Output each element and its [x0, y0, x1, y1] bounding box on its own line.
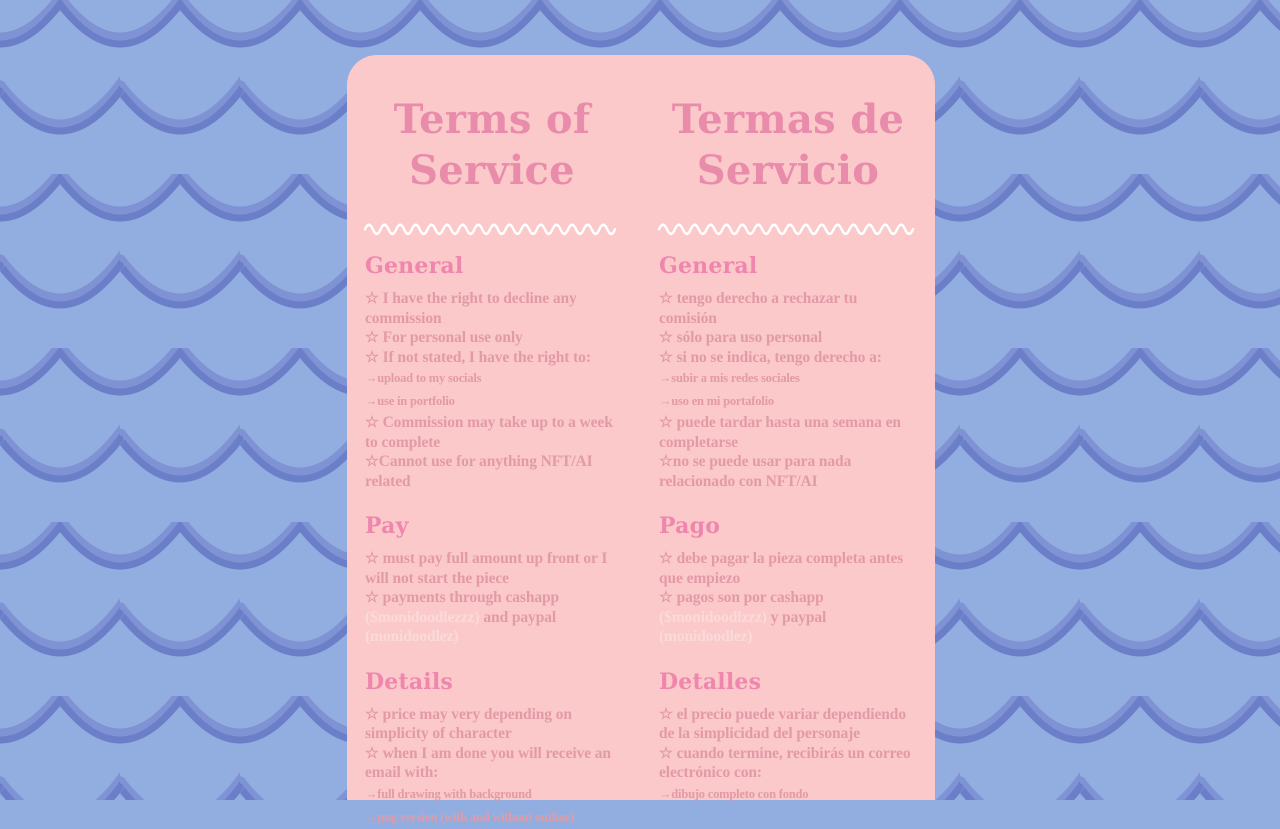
bullet-item — [365, 588, 619, 647]
bullet-text: y paypal — [766, 608, 827, 626]
cashapp-handle: ($monidoodlzzz) — [659, 608, 767, 626]
sub-list-item: →png version (with and without outline) — [365, 809, 575, 824]
bullet-text: and paypal — [479, 608, 557, 626]
wavy-divider-spanish — [659, 219, 917, 235]
section-heading: Details — [365, 668, 453, 695]
page-title-english: Terms of Service — [393, 96, 591, 194]
terms-column-spanish — [641, 73, 917, 800]
bullet-item: ☆ tengo derecho a rechazar tu comisión — [659, 290, 858, 327]
bullet-item: ☆Cannot use for anything NFT/AI related — [365, 453, 593, 490]
cashapp-handle: ($monidoodlezzz) — [365, 608, 480, 626]
section-heading: General — [659, 253, 758, 279]
bullet-item: ☆ sólo para uso personal — [659, 329, 823, 346]
terms-of-service-card — [347, 55, 935, 824]
bullet-text: ☆ payments through cashapp — [365, 589, 560, 606]
bullet-item: ☆ puede tardar hasta una semana en completarse — [659, 414, 901, 451]
bullet-item: ☆ si no se indica, tengo derecho a: — [659, 348, 882, 366]
sub-list-item: →full drawing with background — [365, 786, 532, 801]
paypal-handle: (monidoodlez) — [659, 628, 753, 645]
bullet-text: ☆ pagos son por cashapp — [659, 589, 824, 606]
sub-list-item: →use in portfolio — [365, 394, 455, 408]
wavy-divider-english — [365, 219, 619, 235]
paypal-handle: (monidoodlez) — [365, 628, 459, 645]
bullet-item: ☆ If not stated, I have the right to: — [365, 348, 591, 366]
section-heading: Pay — [365, 513, 409, 539]
page-title-spanish: Termas de Servicio — [671, 96, 905, 194]
sub-list-item: →dibujo completo con fondo — [659, 786, 809, 801]
terms-column-english — [365, 73, 641, 824]
bullet-item: ☆ must pay full amount up front or I will not start the piece — [365, 550, 608, 587]
sub-list-item: →uso en mi portafolio — [659, 394, 774, 408]
bullet-item: ☆ debe pagar la pieza completa antes que empiezo — [659, 550, 904, 587]
bullet-item: ☆ price may very depending on simplicity of character — [365, 705, 572, 742]
bullet-item: ☆ For personal use only — [365, 329, 523, 346]
section-heading: Pago — [659, 513, 721, 539]
sub-list-item: →subir a mis redes sociales — [659, 371, 800, 385]
bullet-item: ☆no se puede usar para nada relacionado con NFT/AI — [659, 453, 852, 490]
section-heading: Detalles — [659, 668, 762, 695]
sub-list-item: →upload to my socials — [365, 371, 482, 385]
section-heading: General — [365, 253, 464, 279]
sections-english — [365, 253, 619, 829]
bullet-item: ☆ cuando termine, recibirás un correo electrónico con: — [659, 744, 911, 781]
sections-spanish — [659, 253, 917, 806]
bullet-item: ☆ I have the right to decline any commission — [365, 290, 577, 327]
bullet-item: ☆ when I am done you will receive an email with: — [365, 744, 611, 781]
bullet-item: ☆ el precio puede variar dependiendo de la simplicidad del personaje — [659, 705, 906, 742]
bullet-item — [659, 588, 917, 647]
bullet-item: ☆ Commission may take up to a week to complete — [365, 414, 613, 451]
